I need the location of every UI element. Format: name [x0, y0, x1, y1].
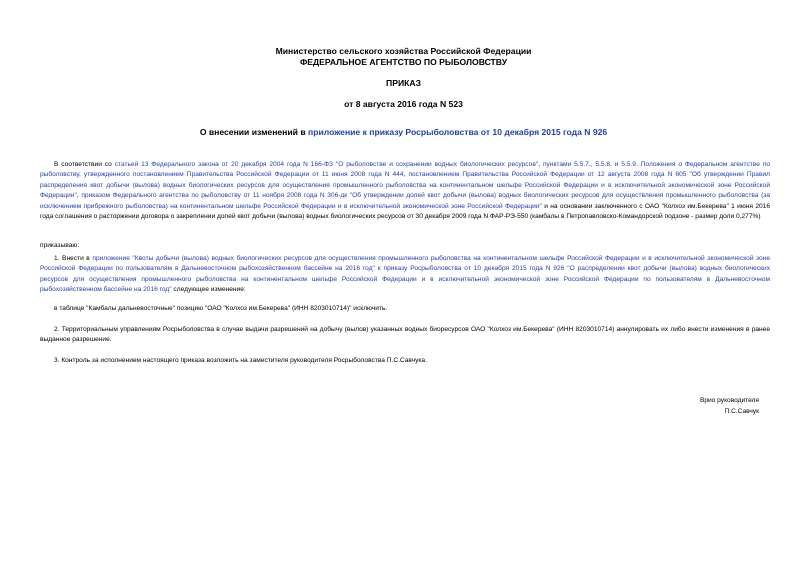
law-link[interactable]: статьей 13 Федерального закона от 20 декабря 2004 года N 166-ФЗ "О рыболовстве и сохранении водных биологических ресурсов": [114, 161, 539, 168]
intro-text-1: В соответствии со: [54, 161, 115, 168]
intro-text-4: ,: [76, 192, 82, 200]
appendix-link[interactable]: приложение "Квоты добычи (вылова) водных биологических ресурсов для осуществления промышленного рыболовства на континентальном шельфе Российской Федерации и в исключительной экономической зоне Российской Федерации по пользователям в Дальневосточном рыбохозяйственном бассейне на 2016 год" к приказу Росрыболовства от 10 декабря 2015 года N 926 "О распределении квот добычи (вылова) водных биологических ресурсов для осуществления промышленного рыболовства на континентальном шельфе Российской Федерации и в исключительной экономической зоне Российской Федерации по пользователям в Дальневосточном рыбохозяйственном бассейне на 2016 год": [40, 255, 770, 294]
order-item-1: [40, 254, 770, 296]
regulation-link[interactable]: пунктами 5.5.7., 5.5.8. и 5.5.9. Положения о Федеральном агентстве по рыболовству, утвержденного постановлением Правительства Российской Федерации от 11 июня 2008 года N 444: [40, 161, 770, 179]
table-change-text: в таблице "Камбалы дальневосточные" позицию "ОАО "Колхоз им.Бекерева" (ИНН 8203010714)" исключить.: [54, 305, 388, 312]
subject-link[interactable]: приложение к приказу Росрыболовства от 10 декабря 2015 года N 926: [308, 127, 608, 137]
item1-text-2: следующее изменение:: [171, 286, 246, 294]
order-item-3: [40, 356, 770, 366]
signature-role: Врио руководителя: [699, 397, 759, 404]
signature-name: П.С.Савчук: [724, 408, 759, 415]
item2-text: 2. Территориальным управлениям Росрыболовства в случае выдачи разрешений на добычу (вылов) указанных водных биоресурсов ОАО "Колхоз им.Бекерева" (ИНН 8203010714) аннулировать их либо внести изменения в ранее выданное разрешение.: [40, 326, 770, 344]
subject-prefix: О внесении изменений в: [199, 127, 308, 137]
intro-text-5: и на основании заключенного с ОАО "Колхоз им.Бекерева" 1 июня 2016 года соглашения о расторжении договора о закреплении долей квот добычи (вылова) водных биологических ресурсов от 30 декабря 2009 года N ФАР-РЭ-550 (камбалы в Петропавловско-Командорской подзоне - размер доли 0,277%): [40, 202, 770, 221]
intro-text-3: ,: [403, 171, 409, 179]
item1-text-1: 1. Внести в: [54, 255, 93, 262]
agency-order-link[interactable]: приказом Федерального агентства по рыболовству от 11 ноября 2008 года N 306-дк "Об утверждении долей квот добычи (вылова) водных биологических ресурсов для осуществления промышленного рыболовства (за исключением прибрежного рыболовства) на континентальном шельфе Российской Федерации и в исключительной экономической зоне Российской Федерации": [40, 192, 770, 210]
order-item-2: [40, 325, 770, 346]
intro-text-2: ,: [538, 161, 543, 168]
document-subject: [0, 127, 807, 137]
item3-text: 3. Контроль за исполнением настоящего приказа возложить на заместителя руководителя Росрыболовства П.С.Савчука.: [54, 357, 427, 364]
document-date: от 8 августа 2016 года N 523: [344, 99, 463, 109]
table-change-paragraph: [40, 304, 770, 314]
government-decree-link[interactable]: постановлением Правительства Российской Федерации от 12 августа 2008 года N 605 "Об утверждении Правил распределения квот добычи (вылова) водных биологических ресурсов для осуществления промышленного рыболовства на континентальном шельфе Российской Федерации и в исключительной экономической зоне Российской Федерации": [40, 171, 770, 200]
intro-paragraph: [40, 160, 770, 222]
ministry-name: Министерство сельского хозяйства Российской Федерации: [275, 46, 532, 56]
agency-name: ФЕДЕРАЛЬНОЕ АГЕНТСТВО ПО РЫБОЛОВСТВУ: [299, 57, 508, 67]
ordered-label: приказываю:: [40, 242, 80, 249]
document-type: ПРИКАЗ: [386, 78, 421, 88]
